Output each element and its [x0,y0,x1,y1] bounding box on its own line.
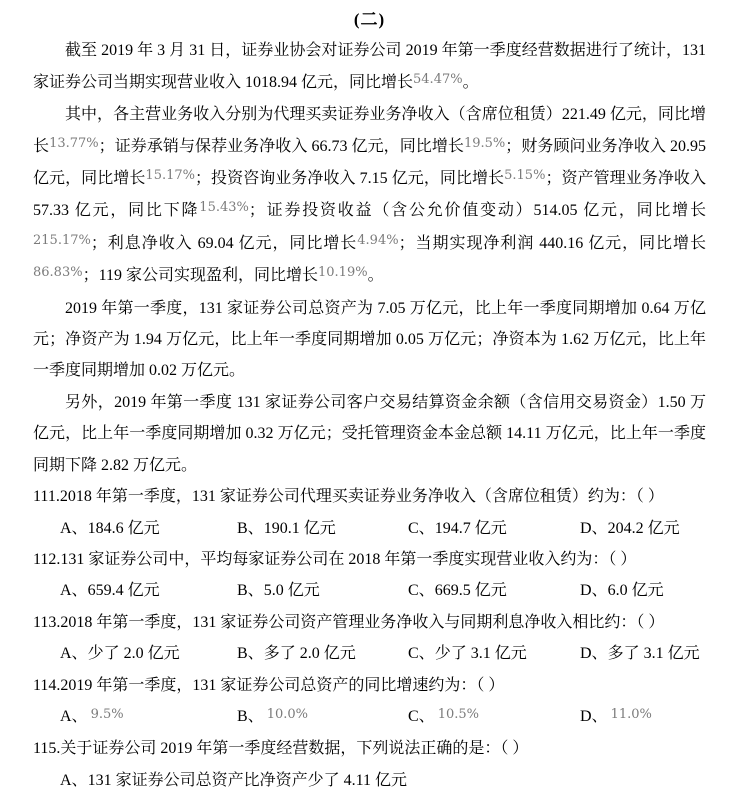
option-value: 659.4 亿元 [87,582,160,600]
option-A[interactable] [60,513,237,544]
text-run: 其中，各主营业务收入分别为代理买卖证券业务净收入（含席位租赁）221.49 亿元，同比增长 [33,106,706,155]
option-value: 11.0% [610,706,652,722]
option-A[interactable] [60,772,407,789]
option-value: 5.0 亿元 [263,582,320,600]
option-value: 9.5% [90,706,124,722]
option-value: 190.1 亿元 [263,519,336,537]
question-number: 115. [33,740,61,758]
option-D[interactable] [580,575,706,606]
percent-value: 19.5% [463,135,506,151]
option-B[interactable] [237,638,408,669]
percent-value: 86.83% [33,265,83,281]
option-label: D、 [580,707,608,725]
document-page [33,4,706,796]
option-C[interactable] [408,575,580,606]
option-label: B、 [237,519,264,537]
option-value: 6.0 亿元 [607,582,664,600]
percent-value: 10.19% [318,265,368,281]
option-label: A、 [60,707,88,725]
option-value: 10.0% [266,706,308,722]
option-C[interactable] [408,701,580,733]
question-115 [33,733,706,796]
text-run: ；资产管理业务净收入 57.33 亿元，同比下降 [33,170,706,220]
option-label: A、 [60,771,88,789]
question-text: 2019 年第一季度，131 家证券公司总资产的同比增速约为：（ ） [60,676,505,694]
options-row [33,513,706,544]
option-D[interactable] [580,638,706,669]
paragraph-3 [33,293,706,387]
option-label: A、 [60,645,88,663]
option-label: B、 [237,645,264,663]
percent-value: 5.15% [504,168,546,184]
question-stem [33,544,706,575]
text-run: 。 [367,267,384,285]
text-run: ；证券投资收益（含公允价值变动）514.05 亿元，同比增长 [248,202,706,220]
option-label: C、 [408,645,435,663]
option-value: 131 家证券公司总资产比净资产少了 4.11 亿元 [87,771,407,789]
paragraph-1 [33,35,706,99]
percent-value: 15.17% [145,168,195,184]
option-label: C、 [408,582,435,600]
options-row [33,638,706,669]
percent-value: 54.47% [413,71,463,87]
percent-value: 215.17% [33,232,91,248]
text-run: 。 [462,73,479,91]
option-label: D、 [580,519,608,537]
option-label: C、 [408,519,435,537]
option-value: 多了 3.1 亿元 [607,645,700,663]
option-C[interactable] [408,513,580,544]
question-113 [33,607,706,670]
text-run: ；当期实现净利润 440.16 亿元，同比增长 [398,234,706,252]
text-run: ；证券承销与保荐业务净收入 66.73 亿元，同比增长 [98,137,464,155]
question-number: 111. [33,488,60,506]
question-text: 2018 年第一季度，131 家证券公司资产管理业务净收入与同期利息净收入相比约：（ ） [60,613,665,631]
question-stem [33,733,706,764]
option-C[interactable] [408,638,580,669]
option-label: A、 [60,582,88,600]
question-text: 2018 年第一季度，131 家证券公司代理买卖证券业务净收入（含席位租赁）约为：（ ） [59,488,664,506]
text-run: ；利息净收入 69.04 亿元，同比增长 [90,234,358,252]
paragraphs [33,35,706,481]
text-run: 截至 2019 年 3 月 31 日，证券业协会对证券公司 2019 年第一季度经营数据进行了统计，131 家证券公司当期实现营业收入 1018.94 亿元，同比增长 [33,42,706,91]
question-114 [33,670,706,734]
option-D[interactable] [580,513,706,544]
question-stem [33,481,706,512]
question-stem [33,607,706,638]
option-label: C、 [408,707,435,725]
questions [33,481,706,796]
option-label: D、 [580,582,608,600]
text-run: ；投资咨询业务净收入 7.15 亿元，同比增长 [195,170,505,188]
option-A[interactable] [60,701,237,733]
option-value: 204.2 亿元 [607,519,680,537]
question-number: 113. [33,613,61,631]
text-run: 另外，2019 年第一季度 131 家证券公司客户交易结算资金余额（含信用交易资金）1.50 万亿元，比上年一季度同期增加 0.32 万亿元；受托管理资金本金总额 14.11 万亿元，比上年一季度同期下降 2.82 万亿元。 [33,393,706,474]
options-row [33,701,706,733]
option-B[interactable] [237,513,408,544]
question-112 [33,544,706,607]
section-title: (二) [353,10,386,29]
question-stem [33,670,706,701]
percent-value: 15.43% [199,200,249,216]
option-value: 少了 3.1 亿元 [434,645,527,663]
option-A[interactable] [60,638,237,669]
option-value: 184.6 亿元 [87,519,160,537]
option-D[interactable] [580,701,706,733]
question-text: 关于证券公司 2019 年第一季度经营数据，下列说法正确的是：（ ） [60,740,529,758]
text-run: ；119 家公司实现盈利，同比增长 [82,267,318,285]
option-value: 10.5% [437,706,479,722]
option-label: D、 [580,645,608,663]
text-run: ；财务顾问业务净收入 20.95 亿元，同比增长 [33,137,706,188]
percent-value: 4.94% [357,232,399,248]
percent-value: 13.77% [49,135,99,151]
option-value: 669.5 亿元 [434,582,507,600]
option-label: B、 [237,707,264,725]
options-row [33,765,706,796]
question-text: 131 家证券公司中，平均每家证券公司在 2018 年第一季度实现营业收入约为：（ ） [60,550,637,568]
paragraph-4 [33,387,706,481]
question-number: 114. [33,676,61,694]
options-row [33,575,706,606]
option-A[interactable] [60,575,237,606]
paragraph-2 [33,99,706,292]
question-111 [33,481,706,544]
question-number: 112. [33,550,61,568]
option-value: 少了 2.0 亿元 [87,645,180,663]
option-B[interactable] [237,701,408,733]
text-run: 2019 年第一季度，131 家证券公司总资产为 7.05 万亿元，比上年一季度同期增加 0.64 万亿元；净资产为 1.94 万亿元，比上年一季度同期增加 0.05 万亿元；净资本为 1.62 万亿元，比上年一季度同期增加 0.02 万亿元。 [33,299,706,380]
option-value: 194.7 亿元 [434,519,507,537]
option-label: B、 [237,582,264,600]
option-label: A、 [60,519,88,537]
option-value: 多了 2.0 亿元 [263,645,356,663]
option-B[interactable] [237,575,408,606]
